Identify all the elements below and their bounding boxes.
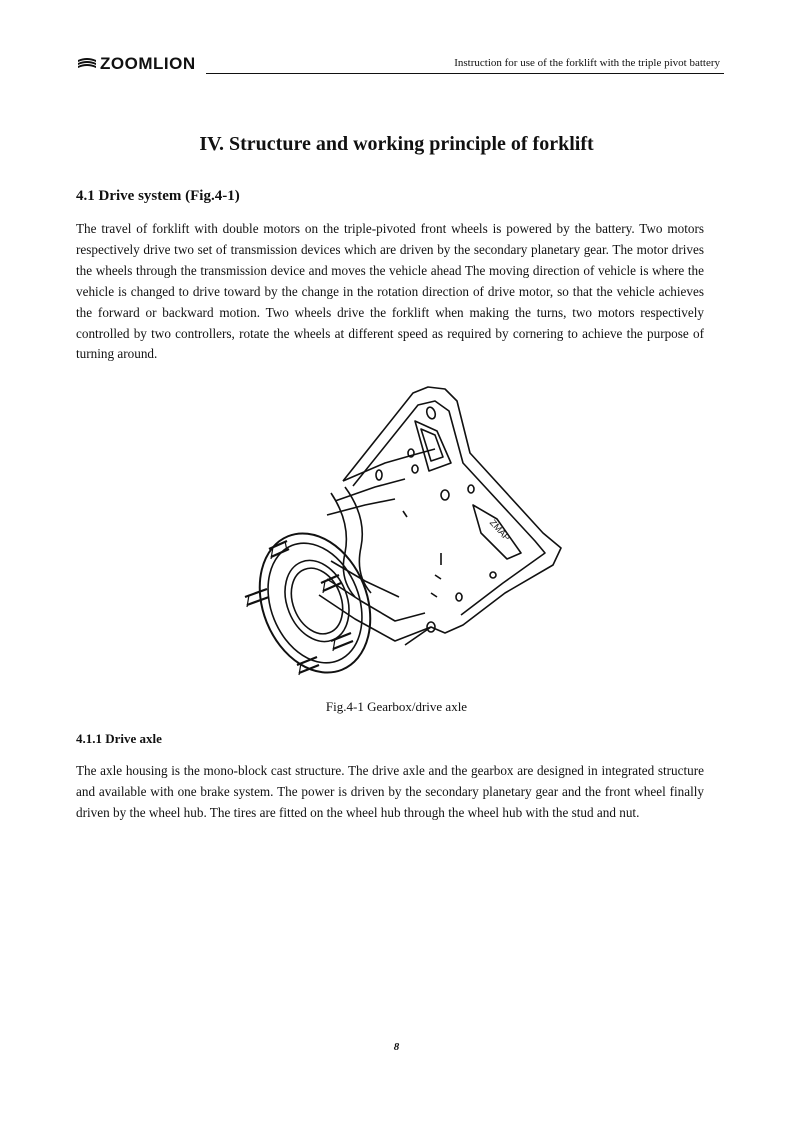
section-heading: 4.1 Drive system (Fig.4-1) xyxy=(76,188,240,204)
brand-logo xyxy=(76,54,196,74)
brand-name: ZOOMLION xyxy=(100,54,196,73)
figure-caption: Fig.4-1 Gearbox/drive axle xyxy=(325,699,468,714)
zoomlion-logo-icon xyxy=(76,57,98,71)
page-number: 8 xyxy=(393,1041,400,1053)
gearbox-drive-axle-drawing-icon xyxy=(235,383,565,683)
subsection-paragraph: The axle housing is the mono-block cast structure. The drive axle and the gearbox are designed in integrated structure and available with one brake system. The power is driven by the secondary planetary gear and the front wheel finally driven by the wheel hub. The tires are fitted on the wheel hub through the wheel hub with the stud and nut. xyxy=(76,763,704,820)
section-paragraph: The travel of forklift with double motors on the triple-pivoted front wheels is powered by the battery. Two motors respectively drive two set of transmission devices which are driven by the secondary planetary gear. The motor drives the wheels through the transmission device and moves the vehicle ahead The moving direction of vehicle is where the vehicle is changed to drive toward by the change in the rotation direction of drive motor, so that the vehicle achieves the forward or backward motion. Two wheels drive the forklift when making the turns, two motors respectively controlled by two controllers, rotate the wheels at different speed as required by cornering to achieve the purpose of turning around. xyxy=(76,221,704,362)
figure-gearbox xyxy=(235,383,565,714)
subsection-heading: 4.1.1 Drive axle xyxy=(76,731,162,746)
chapter-title: IV. Structure and working principle of forklift xyxy=(199,133,594,155)
page-header xyxy=(76,54,724,76)
svg-text:ZMAP: ZMAP xyxy=(487,517,512,543)
header-rule xyxy=(206,73,724,74)
header-title: Instruction for use of the forklift with the triple pivot battery xyxy=(454,57,720,69)
